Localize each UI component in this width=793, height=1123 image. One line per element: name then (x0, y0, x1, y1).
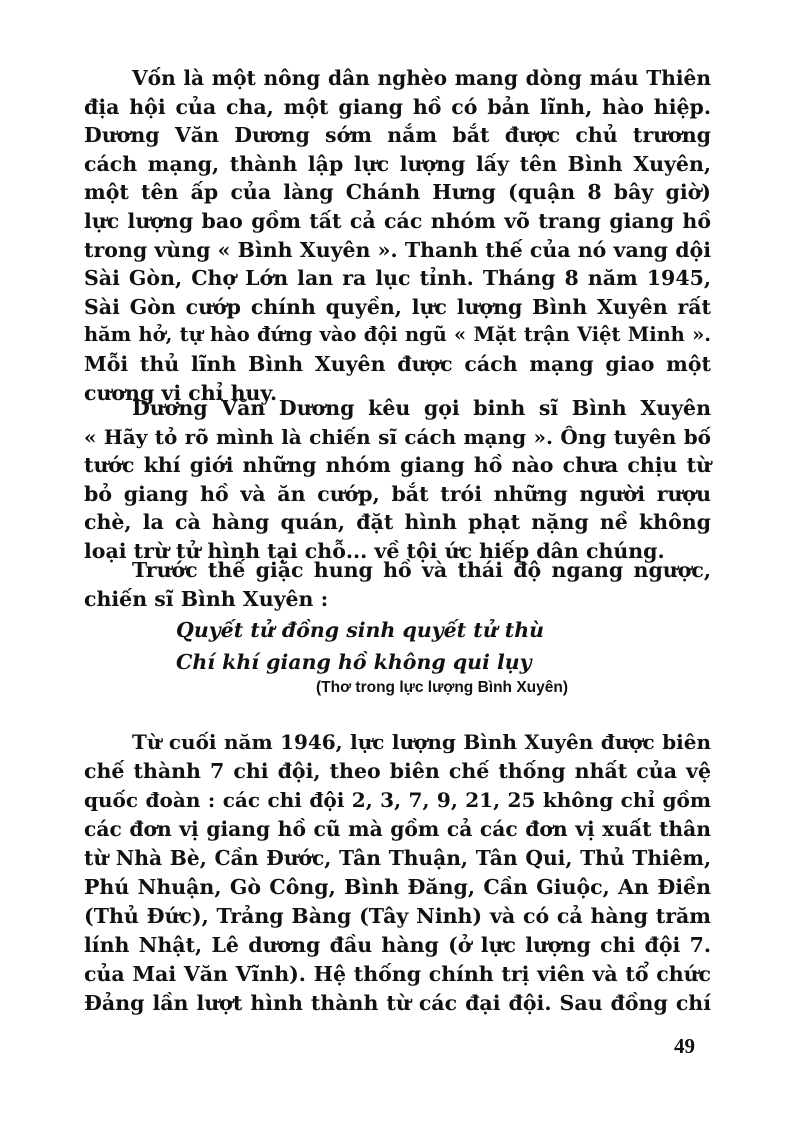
text-line: quốc đoàn : các chi đội 2, 3, 7, 9, 21, 25 không chỉ gồm (84, 788, 711, 812)
text-line: một tên ấp của làng Chánh Hưng (quận 8 bây giờ) (84, 180, 711, 205)
text-line: Từ cuối năm 1946, lực lượng Bình Xuyên được biên (132, 730, 711, 754)
text-line: của Mai Văn Vĩnh). Hệ thống chính trị viên và tổ chức (84, 962, 711, 986)
page-number: 49 (674, 1034, 695, 1058)
verse-line: Chí khí giang hồ không qui lụy (176, 650, 532, 674)
text-line: chè, la cà hàng quán, đặt hình phạt nặng nề không (84, 510, 711, 535)
text-line: bỏ giang hồ và ăn cướp, bắt trói những người rượu (84, 481, 711, 506)
text-line: loại trừ tử hình tại chỗ... về tội ức hiếp dân chúng. (84, 538, 665, 563)
text-line: Trước thế giặc hung hồ và thái độ ngang ngược, (132, 558, 711, 582)
verse-line: Quyết tử đồng sinh quyết tử thù (176, 618, 545, 642)
verse-source: (Thơ trong lực lượng Bình Xuyên) (316, 679, 568, 696)
text-line: « Hãy tỏ rõ mình là chiến sĩ cách mạng ». Ông tuyên bố (84, 424, 711, 449)
text-line: lính Nhật, Lê dương đầu hàng (ở lực lượng chi đội 7. (84, 933, 711, 957)
text-line: Vốn là một nông dân nghèo mang dòng máu Thiên (132, 66, 711, 90)
text-line: (Thủ Đức), Trảng Bàng (Tây Ninh) và có cả hàng trăm (84, 904, 711, 928)
text-line: Dương Văn Dương kêu gọi binh sĩ Bình Xuyên (132, 396, 711, 420)
paragraph-3 (84, 556, 711, 613)
text-line: tước khí giới những nhóm giang hồ nào chưa chịu từ (84, 453, 711, 478)
text-line: Phú Nhuận, Gò Công, Bình Đăng, Cần Giuộc, An Điền (84, 875, 711, 899)
text-line: chế thành 7 chi đội, theo biên chế thống nhất của vệ (84, 759, 711, 783)
text-line: Mỗi thủ lĩnh Bình Xuyên được cách mạng giao một (84, 351, 711, 376)
text-line: trong vùng « Bình Xuyên ». Thanh thế của nó vang dội (84, 237, 711, 262)
text-line: cách mạng, thành lập lực lượng lấy tên Bình Xuyên, (84, 151, 711, 176)
paragraph-4 (84, 728, 711, 1018)
text-line: địa hội của cha, một giang hồ có bản lĩnh, hào hiệp. (84, 94, 711, 119)
text-line: từ Nhà Bè, Cần Đước, Tân Thuận, Tân Qui, Thủ Thiêm, (84, 846, 711, 870)
text-line: lực lượng bao gồm tất cả các nhóm võ trang giang hồ (84, 208, 711, 233)
paragraph-2 (84, 394, 711, 566)
text-line: Dương Văn Dương sớm nắm bắt được chủ trương (84, 123, 711, 148)
text-line: cương vị chỉ huy. (84, 380, 278, 405)
text-line: Sài Gòn, Chợ Lớn lan ra lục tỉnh. Tháng 8 năm 1945, (84, 266, 711, 291)
text-line: các đơn vị giang hồ cũ mà gồm cả các đơn vị xuất thân (84, 817, 711, 841)
text-line: Đảng lần lượt hình thành từ các đại đội. Sau đồng chí (84, 991, 711, 1015)
text-line: Sài Gòn cướp chính quyền, lực lượng Bình Xuyên rất (84, 294, 711, 319)
text-line: chiến sĩ Bình Xuyên : (84, 586, 329, 611)
paragraph-1 (84, 64, 711, 407)
text-line: hăm hở, tự hào đứng vào đội ngũ « Mặt trận Việt Minh ». (84, 323, 711, 347)
